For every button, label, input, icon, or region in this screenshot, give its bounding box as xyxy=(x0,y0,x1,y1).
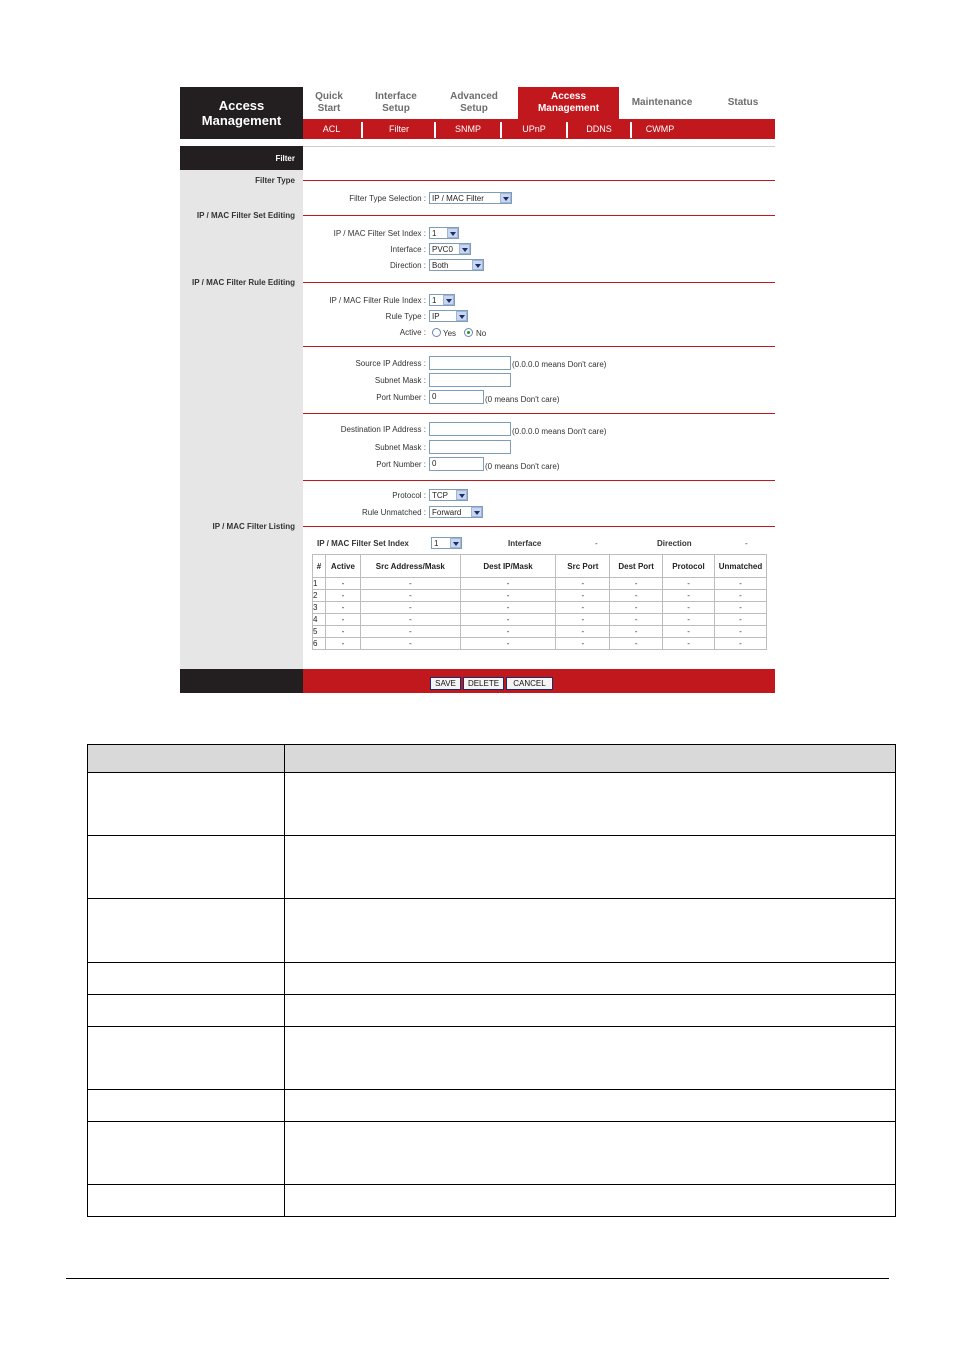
sub-tab-cwmp[interactable]: CWMP xyxy=(645,124,675,134)
chevron-down-icon[interactable] xyxy=(472,260,483,270)
source-port-label: Port Number : xyxy=(376,393,426,402)
set-index-label: IP / MAC Filter Set Index : xyxy=(333,229,426,238)
table-cell: - xyxy=(325,614,360,626)
table-row xyxy=(313,638,767,650)
table-cell: - xyxy=(325,602,360,614)
source-ip-note: (0.0.0.0 means Don't care) xyxy=(512,360,607,369)
table-cell xyxy=(88,1185,285,1217)
filter-type-value: IP / MAC Filter xyxy=(432,194,484,203)
section-label-filter-type: Filter Type xyxy=(255,176,295,185)
column-header: Src Address/Mask xyxy=(360,555,460,578)
table-cell: - xyxy=(460,578,556,590)
active-label: Active : xyxy=(399,328,426,337)
table-cell: - xyxy=(610,578,663,590)
table-cell: - xyxy=(610,614,663,626)
table-cell xyxy=(284,963,895,995)
table-cell xyxy=(88,899,285,963)
table-cell: - xyxy=(460,626,556,638)
column-header: Active xyxy=(325,555,360,578)
interface-value: PVC0 xyxy=(432,245,453,254)
column-header: Dest IP/Mask xyxy=(460,555,556,578)
table-row xyxy=(88,899,896,963)
table-cell xyxy=(284,899,895,963)
dest-ip-label: Destination IP Address : xyxy=(340,425,426,434)
dest-mask-input[interactable] xyxy=(429,440,511,454)
table-cell xyxy=(284,1090,895,1122)
table-header-row xyxy=(313,555,767,578)
table-cell: - xyxy=(460,602,556,614)
table-cell: - xyxy=(556,638,610,650)
table-cell: - xyxy=(460,614,556,626)
logo-line2: Management xyxy=(201,113,282,128)
column-header: Protocol xyxy=(663,555,715,578)
table-row xyxy=(88,836,896,899)
nav-tab-label: Management xyxy=(537,103,600,114)
protocol-label: Protocol : xyxy=(392,491,426,500)
table-cell: - xyxy=(360,602,460,614)
rule-type-select[interactable] xyxy=(429,310,468,322)
table-row xyxy=(88,1122,896,1185)
set-index-value: 1 xyxy=(432,229,437,238)
table-cell: - xyxy=(610,638,663,650)
column-header: Src Port xyxy=(556,555,610,578)
chevron-down-icon[interactable] xyxy=(459,244,470,254)
table-cell: - xyxy=(360,578,460,590)
rule-unmatched-select[interactable] xyxy=(429,506,483,518)
section-divider xyxy=(303,180,775,181)
table-cell: - xyxy=(556,578,610,590)
filter-type-select[interactable] xyxy=(429,192,512,204)
dest-ip-input[interactable] xyxy=(429,422,511,436)
table-cell xyxy=(284,1185,895,1217)
listing-set-index-select[interactable] xyxy=(431,537,462,549)
table-cell: - xyxy=(663,638,715,650)
protocol-select[interactable] xyxy=(429,489,468,501)
table-cell: - xyxy=(325,578,360,590)
logo-line1: Access xyxy=(218,98,265,113)
filter-type-label: Filter Type Selection : xyxy=(349,194,426,203)
interface-label: Interface : xyxy=(390,245,426,254)
page-footer-rule xyxy=(66,1278,889,1279)
table-cell: - xyxy=(610,626,663,638)
chevron-down-icon[interactable] xyxy=(450,538,461,548)
interface-select[interactable] xyxy=(429,243,471,255)
source-mask-label: Subnet Mask : xyxy=(374,376,426,385)
table-cell: - xyxy=(556,614,610,626)
protocol-value: TCP xyxy=(432,491,448,500)
table-cell xyxy=(88,1090,285,1122)
table-cell: - xyxy=(325,590,360,602)
table-cell: - xyxy=(460,590,556,602)
nav-tab-label: Advanced xyxy=(450,91,498,102)
table-cell: 5 xyxy=(313,626,326,638)
table-cell xyxy=(284,1122,895,1185)
sub-tab-upnp[interactable]: UPnP xyxy=(522,124,546,134)
rule-type-label: Rule Type : xyxy=(385,312,426,321)
source-mask-input[interactable] xyxy=(429,373,511,387)
table-cell: - xyxy=(663,626,715,638)
set-index-select[interactable] xyxy=(429,227,459,239)
table-cell xyxy=(284,995,895,1027)
sub-nav-divider xyxy=(361,122,363,138)
table-cell: 1 xyxy=(313,578,326,590)
nav-tab-status[interactable] xyxy=(718,87,768,119)
section-label-listing: IP / MAC Filter Listing xyxy=(212,522,295,531)
section-divider xyxy=(303,282,775,283)
section-divider xyxy=(303,346,775,347)
dest-port-note: (0 means Don't care) xyxy=(485,462,560,471)
table-cell: - xyxy=(663,590,715,602)
nav-tab-label: Quick xyxy=(315,91,343,102)
active-no-radio[interactable] xyxy=(464,328,473,337)
nav-tab-label: Interface xyxy=(375,91,417,102)
section-label-set-editing: IP / MAC Filter Set Editing xyxy=(196,211,295,220)
nav-tab-label: Start xyxy=(317,103,341,114)
listing-interface-value: - xyxy=(595,539,598,548)
table-cell: - xyxy=(663,602,715,614)
nav-tab-label: Setup xyxy=(382,103,410,114)
table-cell: - xyxy=(325,626,360,638)
table-cell xyxy=(88,836,285,899)
table-row xyxy=(313,626,767,638)
table-cell: - xyxy=(325,638,360,650)
cancel-button[interactable]: CANCEL xyxy=(506,677,553,690)
table-cell: 4 xyxy=(313,614,326,626)
source-ip-label: Source IP Address : xyxy=(355,359,426,368)
rule-type-value: IP xyxy=(432,312,440,321)
column-header: # xyxy=(313,555,326,578)
table-cell xyxy=(284,773,895,836)
nav-tab-advanced-setup[interactable] xyxy=(440,87,508,119)
table-row xyxy=(313,614,767,626)
table-cell xyxy=(284,836,895,899)
listing-direction-label: Direction xyxy=(657,539,692,548)
table-cell: - xyxy=(714,626,766,638)
app-logo xyxy=(180,87,303,139)
table-cell: - xyxy=(714,602,766,614)
table-cell: - xyxy=(714,578,766,590)
sub-tab-acl[interactable]: ACL xyxy=(322,124,341,134)
listing-set-index-value: 1 xyxy=(434,539,439,548)
table-row xyxy=(313,578,767,590)
nav-tab-access-management[interactable] xyxy=(518,87,619,119)
table-cell: - xyxy=(556,626,610,638)
save-button[interactable]: SAVE xyxy=(430,677,461,690)
sub-tab-ddns[interactable]: DDNS xyxy=(586,124,612,134)
section-title-filter: Filter xyxy=(275,154,295,163)
table-row xyxy=(313,602,767,614)
filter-listing-table xyxy=(312,554,767,650)
dest-mask-label: Subnet Mask : xyxy=(374,443,426,452)
section-label-rule-editing: IP / MAC Filter Rule Editing xyxy=(192,278,295,287)
table-cell: - xyxy=(360,614,460,626)
section-divider xyxy=(303,480,775,481)
table-cell: - xyxy=(360,638,460,650)
rule-unmatched-value: Forward xyxy=(432,508,462,517)
description-table xyxy=(87,744,896,1217)
table-row xyxy=(88,745,896,773)
table-cell: 2 xyxy=(313,590,326,602)
nav-tab-label: Access xyxy=(550,91,587,102)
chevron-down-icon[interactable] xyxy=(471,507,482,517)
table-cell: 6 xyxy=(313,638,326,650)
table-cell: - xyxy=(714,590,766,602)
active-yes-radio[interactable] xyxy=(432,328,441,337)
table-row xyxy=(313,590,767,602)
sub-tab-snmp[interactable]: SNMP xyxy=(454,124,481,134)
listing-interface-label: Interface xyxy=(508,539,542,548)
source-port-note: (0 means Don't care) xyxy=(485,395,560,404)
rule-index-label: IP / MAC Filter Rule Index : xyxy=(329,296,426,305)
active-no-label: No xyxy=(476,329,487,338)
divider xyxy=(303,146,775,147)
sub-tab-filter[interactable]: Filter xyxy=(389,124,409,134)
table-cell xyxy=(88,1027,285,1090)
table-cell: - xyxy=(360,590,460,602)
table-cell xyxy=(88,963,285,995)
nav-tab-label: Status xyxy=(727,97,759,108)
dest-port-input[interactable]: 0 xyxy=(429,457,484,471)
table-cell xyxy=(88,995,285,1027)
table-cell: - xyxy=(556,590,610,602)
table-cell: - xyxy=(610,602,663,614)
direction-label: Direction : xyxy=(389,261,426,270)
table-cell xyxy=(284,1027,895,1090)
table-cell: 3 xyxy=(313,602,326,614)
table-cell xyxy=(284,745,895,773)
chevron-down-icon[interactable] xyxy=(447,228,458,238)
table-cell: - xyxy=(663,614,715,626)
direction-value: Both xyxy=(432,261,449,270)
table-row xyxy=(88,1027,896,1090)
table-cell xyxy=(88,745,285,773)
table-row xyxy=(88,1185,896,1217)
nav-tab-maintenance[interactable] xyxy=(624,87,700,119)
direction-select[interactable] xyxy=(429,259,484,271)
listing-direction-value: - xyxy=(745,539,748,548)
table-cell: - xyxy=(714,614,766,626)
chevron-down-icon[interactable] xyxy=(500,193,511,203)
active-yes-label: Yes xyxy=(443,329,457,338)
listing-set-index-label: IP / MAC Filter Set Index xyxy=(317,539,409,548)
section-divider xyxy=(303,215,775,216)
table-cell xyxy=(88,1122,285,1185)
table-cell xyxy=(88,773,285,836)
chevron-down-icon[interactable] xyxy=(443,295,454,305)
nav-tab-interface-setup[interactable] xyxy=(366,87,426,119)
side-column xyxy=(180,146,303,693)
table-row xyxy=(88,773,896,836)
table-cell: - xyxy=(360,626,460,638)
rule-index-select[interactable] xyxy=(429,294,455,306)
table-row xyxy=(88,995,896,1027)
delete-button[interactable]: DELETE xyxy=(463,677,504,690)
chevron-down-icon[interactable] xyxy=(456,311,467,321)
column-header: Unmatched xyxy=(714,555,766,578)
section-divider xyxy=(303,526,775,527)
nav-tab-label: Setup xyxy=(460,103,488,114)
nav-tab-label: Maintenance xyxy=(631,97,693,108)
source-port-input[interactable]: 0 xyxy=(429,390,484,404)
nav-tab-quick-start[interactable] xyxy=(307,87,351,119)
table-cell: - xyxy=(714,638,766,650)
column-header: Dest Port xyxy=(610,555,663,578)
table-cell: - xyxy=(460,638,556,650)
table-cell: - xyxy=(556,602,610,614)
rule-unmatched-label: Rule Unmatched : xyxy=(361,508,426,517)
source-ip-input[interactable] xyxy=(429,356,511,370)
rule-index-value: 1 xyxy=(432,296,437,305)
chevron-down-icon[interactable] xyxy=(456,490,467,500)
table-row xyxy=(88,1090,896,1122)
table-row xyxy=(88,963,896,995)
table-cell: - xyxy=(663,578,715,590)
side-footer xyxy=(180,669,303,693)
dest-ip-note: (0.0.0.0 means Don't care) xyxy=(512,427,607,436)
dest-port-label: Port Number : xyxy=(376,460,426,469)
table-cell: - xyxy=(610,590,663,602)
